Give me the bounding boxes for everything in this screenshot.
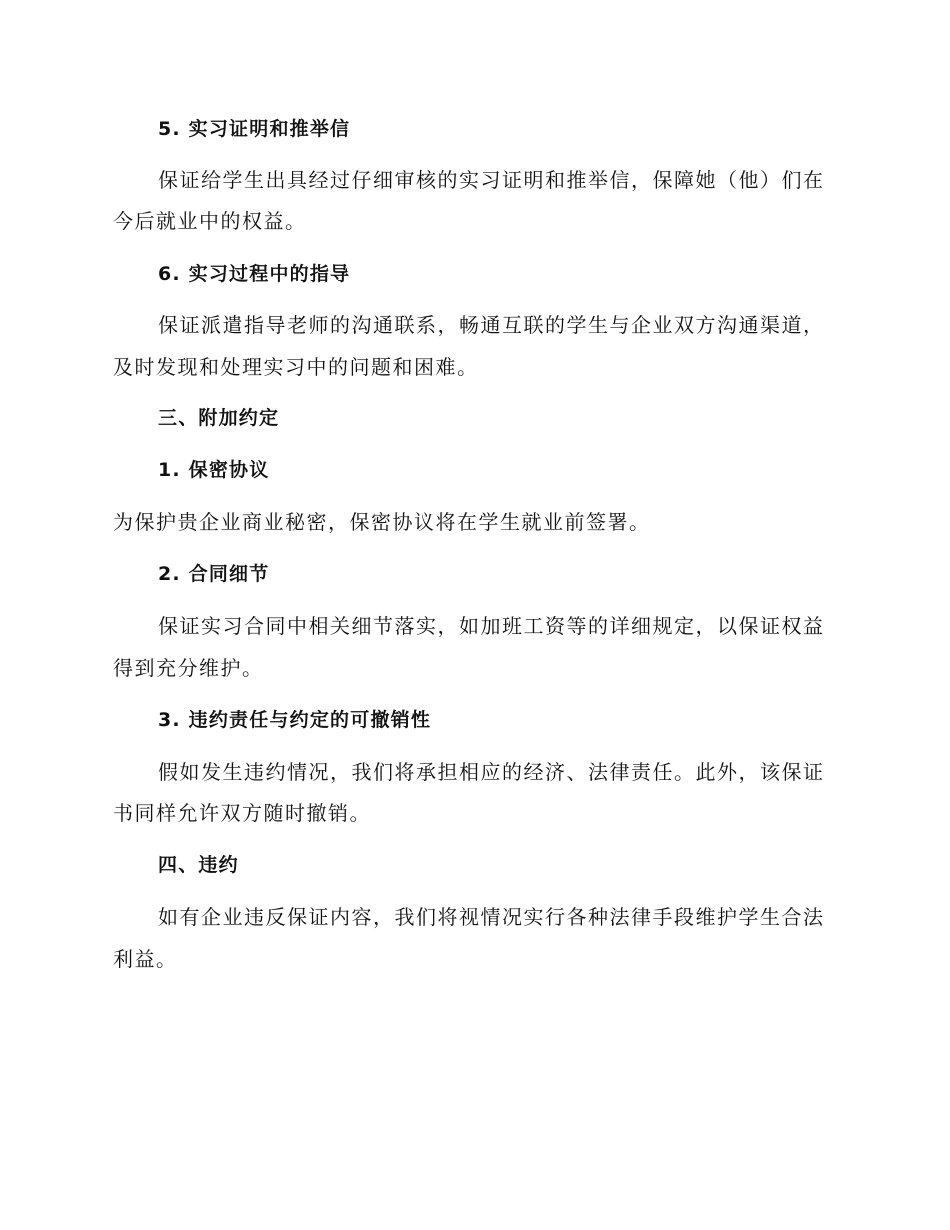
paragraph-line: 保证派遣指导老师的沟通联系，畅通互联的学生与企业双方沟通渠道， (158, 313, 825, 337)
paragraph-line: 保证给学生出具经过仔细审核的实习证明和推举信，保障她（他）们在 (158, 168, 825, 192)
paragraph-line: 利益。 (113, 947, 178, 971)
paragraph-line: 为保护贵企业商业秘密，保密协议将在学生就业前签署。 (113, 510, 651, 534)
part-heading: 三、附加约定 (158, 407, 280, 429)
paragraph-line: 保证实习合同中相关细节落实，如加班工资等的详细规定，以保证权益 (158, 614, 825, 638)
paragraph-line: 假如发生违约情况，我们将承担相应的经济、法律责任。此外，该保证 (158, 760, 825, 784)
paragraph-line: 今后就业中的权益。 (113, 209, 307, 233)
paragraph-line: 如有企业违反保证内容，我们将视情况实行各种法律手段维护学生合法 (158, 905, 825, 929)
section-heading: 1. 保密协议 (158, 459, 270, 481)
section-heading: 5. 实习证明和推举信 (158, 118, 351, 140)
paragraph-line: 及时发现和处理实习中的问题和困难。 (113, 355, 479, 379)
section-heading: 6. 实习过程中的指导 (158, 263, 351, 285)
paragraph-line: 书同样允许双方随时撤销。 (113, 801, 371, 825)
section-heading: 3. 违约责任与约定的可撤销性 (158, 709, 432, 731)
part-heading: 四、违约 (158, 854, 239, 876)
paragraph-line: 得到充分维护。 (113, 656, 264, 680)
section-heading: 2. 合同细节 (158, 563, 270, 585)
